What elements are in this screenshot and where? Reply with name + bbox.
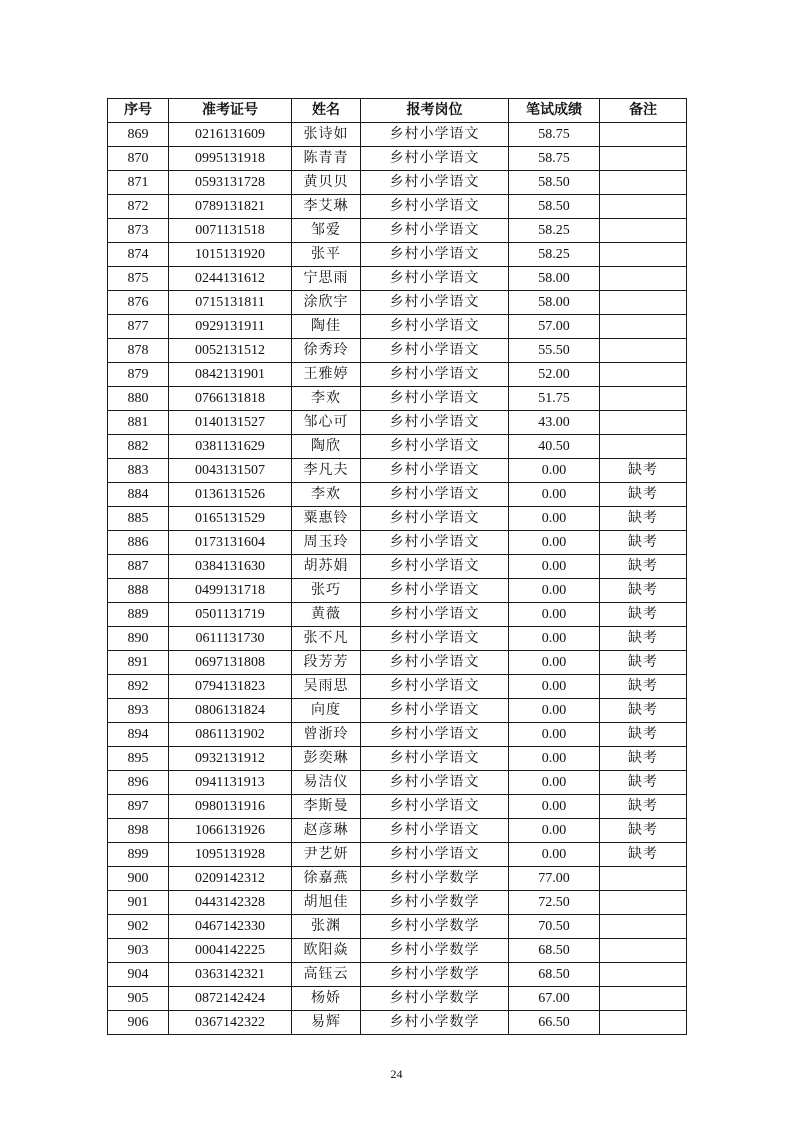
cell-position: 乡村小学语文 bbox=[361, 819, 509, 843]
cell-position: 乡村小学语文 bbox=[361, 147, 509, 171]
cell-name: 向度 bbox=[292, 699, 361, 723]
cell-seq: 906 bbox=[108, 1011, 169, 1035]
cell-position: 乡村小学语文 bbox=[361, 579, 509, 603]
cell-seq: 891 bbox=[108, 651, 169, 675]
cell-position: 乡村小学语文 bbox=[361, 483, 509, 507]
cell-position: 乡村小学语文 bbox=[361, 411, 509, 435]
header-seq: 序号 bbox=[108, 99, 169, 123]
table-row bbox=[108, 579, 687, 603]
table-row bbox=[108, 939, 687, 963]
cell-exam-id: 0244131612 bbox=[169, 267, 292, 291]
cell-score: 0.00 bbox=[509, 555, 600, 579]
cell-position: 乡村小学数学 bbox=[361, 891, 509, 915]
cell-score: 0.00 bbox=[509, 819, 600, 843]
table-row bbox=[108, 531, 687, 555]
cell-exam-id: 0443142328 bbox=[169, 891, 292, 915]
cell-seq: 869 bbox=[108, 123, 169, 147]
cell-seq: 873 bbox=[108, 219, 169, 243]
cell-score: 70.50 bbox=[509, 915, 600, 939]
cell-exam-id: 0697131808 bbox=[169, 651, 292, 675]
cell-seq: 896 bbox=[108, 771, 169, 795]
cell-seq: 874 bbox=[108, 243, 169, 267]
cell-note: 缺考 bbox=[600, 651, 687, 675]
cell-note bbox=[600, 987, 687, 1011]
table-row bbox=[108, 171, 687, 195]
table-row bbox=[108, 123, 687, 147]
cell-note: 缺考 bbox=[600, 747, 687, 771]
cell-position: 乡村小学语文 bbox=[361, 747, 509, 771]
header-score: 笔试成绩 bbox=[509, 99, 600, 123]
table-row bbox=[108, 507, 687, 531]
cell-seq: 900 bbox=[108, 867, 169, 891]
results-table bbox=[107, 98, 687, 1035]
cell-exam-id: 0052131512 bbox=[169, 339, 292, 363]
cell-position: 乡村小学数学 bbox=[361, 867, 509, 891]
cell-score: 68.50 bbox=[509, 963, 600, 987]
table-row bbox=[108, 363, 687, 387]
cell-seq: 886 bbox=[108, 531, 169, 555]
cell-score: 58.75 bbox=[509, 123, 600, 147]
cell-name: 黄薇 bbox=[292, 603, 361, 627]
cell-note bbox=[600, 315, 687, 339]
table-row bbox=[108, 459, 687, 483]
header-name: 姓名 bbox=[292, 99, 361, 123]
cell-score: 0.00 bbox=[509, 843, 600, 867]
cell-score: 0.00 bbox=[509, 483, 600, 507]
cell-position: 乡村小学语文 bbox=[361, 435, 509, 459]
table-row bbox=[108, 1011, 687, 1035]
cell-note: 缺考 bbox=[600, 603, 687, 627]
table-row bbox=[108, 411, 687, 435]
cell-position: 乡村小学语文 bbox=[361, 195, 509, 219]
cell-score: 66.50 bbox=[509, 1011, 600, 1035]
table-body bbox=[108, 123, 687, 1035]
cell-seq: 890 bbox=[108, 627, 169, 651]
cell-name: 易洁仪 bbox=[292, 771, 361, 795]
cell-score: 51.75 bbox=[509, 387, 600, 411]
cell-name: 李艾琳 bbox=[292, 195, 361, 219]
cell-score: 40.50 bbox=[509, 435, 600, 459]
cell-exam-id: 0381131629 bbox=[169, 435, 292, 459]
cell-seq: 897 bbox=[108, 795, 169, 819]
cell-note bbox=[600, 1011, 687, 1035]
cell-exam-id: 0842131901 bbox=[169, 363, 292, 387]
cell-seq: 898 bbox=[108, 819, 169, 843]
cell-name: 徐嘉燕 bbox=[292, 867, 361, 891]
cell-exam-id: 1066131926 bbox=[169, 819, 292, 843]
cell-position: 乡村小学语文 bbox=[361, 531, 509, 555]
table-row bbox=[108, 843, 687, 867]
table-row bbox=[108, 315, 687, 339]
cell-note: 缺考 bbox=[600, 843, 687, 867]
cell-note: 缺考 bbox=[600, 795, 687, 819]
cell-note: 缺考 bbox=[600, 555, 687, 579]
table-row bbox=[108, 891, 687, 915]
cell-position: 乡村小学语文 bbox=[361, 219, 509, 243]
cell-seq: 892 bbox=[108, 675, 169, 699]
table-row bbox=[108, 603, 687, 627]
table-row bbox=[108, 819, 687, 843]
cell-seq: 901 bbox=[108, 891, 169, 915]
cell-exam-id: 0806131824 bbox=[169, 699, 292, 723]
cell-note bbox=[600, 891, 687, 915]
cell-seq: 872 bbox=[108, 195, 169, 219]
cell-position: 乡村小学语文 bbox=[361, 627, 509, 651]
cell-exam-id: 0995131918 bbox=[169, 147, 292, 171]
cell-name: 高钰云 bbox=[292, 963, 361, 987]
table-row bbox=[108, 915, 687, 939]
cell-name: 易辉 bbox=[292, 1011, 361, 1035]
cell-exam-id: 0384131630 bbox=[169, 555, 292, 579]
cell-exam-id: 0173131604 bbox=[169, 531, 292, 555]
cell-seq: 903 bbox=[108, 939, 169, 963]
cell-note: 缺考 bbox=[600, 699, 687, 723]
table-row bbox=[108, 219, 687, 243]
cell-exam-id: 0929131911 bbox=[169, 315, 292, 339]
cell-note: 缺考 bbox=[600, 579, 687, 603]
cell-note bbox=[600, 411, 687, 435]
cell-position: 乡村小学语文 bbox=[361, 339, 509, 363]
cell-note bbox=[600, 387, 687, 411]
cell-exam-id: 0367142322 bbox=[169, 1011, 292, 1035]
cell-position: 乡村小学数学 bbox=[361, 1011, 509, 1035]
cell-position: 乡村小学语文 bbox=[361, 459, 509, 483]
cell-score: 58.00 bbox=[509, 267, 600, 291]
cell-note: 缺考 bbox=[600, 675, 687, 699]
cell-name: 张不凡 bbox=[292, 627, 361, 651]
cell-position: 乡村小学数学 bbox=[361, 915, 509, 939]
cell-score: 0.00 bbox=[509, 723, 600, 747]
cell-exam-id: 0980131916 bbox=[169, 795, 292, 819]
table-row bbox=[108, 195, 687, 219]
cell-name: 杨娇 bbox=[292, 987, 361, 1011]
cell-seq: 881 bbox=[108, 411, 169, 435]
cell-name: 胡苏娟 bbox=[292, 555, 361, 579]
table-row bbox=[108, 675, 687, 699]
cell-exam-id: 0611131730 bbox=[169, 627, 292, 651]
cell-name: 张诗如 bbox=[292, 123, 361, 147]
cell-name: 李欢 bbox=[292, 387, 361, 411]
cell-note bbox=[600, 939, 687, 963]
cell-position: 乡村小学语文 bbox=[361, 243, 509, 267]
cell-score: 57.00 bbox=[509, 315, 600, 339]
cell-exam-id: 0501131719 bbox=[169, 603, 292, 627]
cell-score: 58.25 bbox=[509, 243, 600, 267]
cell-exam-id: 0861131902 bbox=[169, 723, 292, 747]
header-note: 备注 bbox=[600, 99, 687, 123]
table-row bbox=[108, 987, 687, 1011]
cell-exam-id: 1095131928 bbox=[169, 843, 292, 867]
cell-score: 0.00 bbox=[509, 603, 600, 627]
cell-position: 乡村小学数学 bbox=[361, 987, 509, 1011]
table-header-row bbox=[108, 99, 687, 123]
cell-exam-id: 0941131913 bbox=[169, 771, 292, 795]
cell-seq: 902 bbox=[108, 915, 169, 939]
cell-seq: 870 bbox=[108, 147, 169, 171]
cell-score: 72.50 bbox=[509, 891, 600, 915]
cell-name: 张巧 bbox=[292, 579, 361, 603]
table-row bbox=[108, 963, 687, 987]
cell-note bbox=[600, 435, 687, 459]
cell-score: 0.00 bbox=[509, 795, 600, 819]
cell-position: 乡村小学语文 bbox=[361, 123, 509, 147]
table-row bbox=[108, 867, 687, 891]
cell-exam-id: 0789131821 bbox=[169, 195, 292, 219]
cell-score: 0.00 bbox=[509, 651, 600, 675]
cell-score: 0.00 bbox=[509, 459, 600, 483]
cell-note bbox=[600, 963, 687, 987]
cell-exam-id: 0467142330 bbox=[169, 915, 292, 939]
cell-score: 43.00 bbox=[509, 411, 600, 435]
cell-score: 58.50 bbox=[509, 195, 600, 219]
cell-note bbox=[600, 267, 687, 291]
cell-exam-id: 0766131818 bbox=[169, 387, 292, 411]
cell-exam-id: 0363142321 bbox=[169, 963, 292, 987]
cell-position: 乡村小学语文 bbox=[361, 603, 509, 627]
cell-seq: 884 bbox=[108, 483, 169, 507]
cell-exam-id: 0004142225 bbox=[169, 939, 292, 963]
cell-seq: 876 bbox=[108, 291, 169, 315]
cell-name: 粟惠铃 bbox=[292, 507, 361, 531]
cell-name: 邹爱 bbox=[292, 219, 361, 243]
cell-position: 乡村小学语文 bbox=[361, 795, 509, 819]
cell-seq: 894 bbox=[108, 723, 169, 747]
cell-note: 缺考 bbox=[600, 771, 687, 795]
cell-position: 乡村小学语文 bbox=[361, 843, 509, 867]
cell-score: 77.00 bbox=[509, 867, 600, 891]
cell-name: 王雅婷 bbox=[292, 363, 361, 387]
cell-note: 缺考 bbox=[600, 819, 687, 843]
cell-position: 乡村小学语文 bbox=[361, 723, 509, 747]
cell-name: 邹心可 bbox=[292, 411, 361, 435]
cell-position: 乡村小学语文 bbox=[361, 507, 509, 531]
cell-position: 乡村小学语文 bbox=[361, 699, 509, 723]
cell-seq: 889 bbox=[108, 603, 169, 627]
table-row bbox=[108, 771, 687, 795]
cell-exam-id: 0209142312 bbox=[169, 867, 292, 891]
cell-position: 乡村小学语文 bbox=[361, 651, 509, 675]
cell-name: 宁思雨 bbox=[292, 267, 361, 291]
cell-position: 乡村小学语文 bbox=[361, 315, 509, 339]
cell-seq: 871 bbox=[108, 171, 169, 195]
cell-seq: 899 bbox=[108, 843, 169, 867]
cell-exam-id: 0165131529 bbox=[169, 507, 292, 531]
cell-note: 缺考 bbox=[600, 627, 687, 651]
cell-name: 段芳芳 bbox=[292, 651, 361, 675]
cell-exam-id: 0794131823 bbox=[169, 675, 292, 699]
table-row bbox=[108, 723, 687, 747]
cell-score: 0.00 bbox=[509, 627, 600, 651]
cell-note bbox=[600, 339, 687, 363]
cell-exam-id: 0715131811 bbox=[169, 291, 292, 315]
cell-note bbox=[600, 123, 687, 147]
cell-position: 乡村小学数学 bbox=[361, 939, 509, 963]
cell-note bbox=[600, 219, 687, 243]
cell-score: 0.00 bbox=[509, 771, 600, 795]
table-row bbox=[108, 243, 687, 267]
cell-name: 欧阳焱 bbox=[292, 939, 361, 963]
cell-note bbox=[600, 243, 687, 267]
cell-name: 徐秀玲 bbox=[292, 339, 361, 363]
cell-exam-id: 1015131920 bbox=[169, 243, 292, 267]
cell-seq: 895 bbox=[108, 747, 169, 771]
cell-seq: 904 bbox=[108, 963, 169, 987]
cell-exam-id: 0593131728 bbox=[169, 171, 292, 195]
cell-score: 0.00 bbox=[509, 675, 600, 699]
cell-exam-id: 0136131526 bbox=[169, 483, 292, 507]
cell-note bbox=[600, 363, 687, 387]
cell-name: 陶佳 bbox=[292, 315, 361, 339]
cell-name: 黄贝贝 bbox=[292, 171, 361, 195]
cell-position: 乡村小学语文 bbox=[361, 171, 509, 195]
cell-position: 乡村小学语文 bbox=[361, 291, 509, 315]
cell-position: 乡村小学数学 bbox=[361, 963, 509, 987]
cell-seq: 882 bbox=[108, 435, 169, 459]
cell-score: 0.00 bbox=[509, 699, 600, 723]
cell-note: 缺考 bbox=[600, 483, 687, 507]
cell-name: 李斯曼 bbox=[292, 795, 361, 819]
table-row bbox=[108, 291, 687, 315]
cell-name: 陈青青 bbox=[292, 147, 361, 171]
cell-seq: 877 bbox=[108, 315, 169, 339]
cell-note bbox=[600, 867, 687, 891]
cell-position: 乡村小学语文 bbox=[361, 267, 509, 291]
cell-name: 陶欣 bbox=[292, 435, 361, 459]
cell-position: 乡村小学语文 bbox=[361, 555, 509, 579]
cell-score: 68.50 bbox=[509, 939, 600, 963]
cell-name: 李欢 bbox=[292, 483, 361, 507]
cell-score: 0.00 bbox=[509, 747, 600, 771]
table-row bbox=[108, 651, 687, 675]
cell-note: 缺考 bbox=[600, 531, 687, 555]
cell-score: 0.00 bbox=[509, 507, 600, 531]
cell-name: 胡旭佳 bbox=[292, 891, 361, 915]
cell-position: 乡村小学语文 bbox=[361, 675, 509, 699]
cell-score: 55.50 bbox=[509, 339, 600, 363]
cell-seq: 885 bbox=[108, 507, 169, 531]
cell-seq: 883 bbox=[108, 459, 169, 483]
cell-seq: 887 bbox=[108, 555, 169, 579]
cell-exam-id: 0932131912 bbox=[169, 747, 292, 771]
cell-score: 58.50 bbox=[509, 171, 600, 195]
header-position: 报考岗位 bbox=[361, 99, 509, 123]
cell-name: 尹艺妍 bbox=[292, 843, 361, 867]
cell-name: 彭奕琳 bbox=[292, 747, 361, 771]
cell-name: 李凡夫 bbox=[292, 459, 361, 483]
table-row bbox=[108, 555, 687, 579]
cell-score: 0.00 bbox=[509, 531, 600, 555]
cell-note bbox=[600, 291, 687, 315]
cell-score: 67.00 bbox=[509, 987, 600, 1011]
cell-score: 58.00 bbox=[509, 291, 600, 315]
table-row bbox=[108, 483, 687, 507]
cell-name: 涂欣宇 bbox=[292, 291, 361, 315]
cell-score: 58.25 bbox=[509, 219, 600, 243]
cell-seq: 880 bbox=[108, 387, 169, 411]
table-row bbox=[108, 339, 687, 363]
cell-exam-id: 0140131527 bbox=[169, 411, 292, 435]
header-exam-id: 准考证号 bbox=[169, 99, 292, 123]
cell-name: 曾浙玲 bbox=[292, 723, 361, 747]
cell-name: 张渊 bbox=[292, 915, 361, 939]
cell-position: 乡村小学语文 bbox=[361, 363, 509, 387]
cell-note bbox=[600, 915, 687, 939]
cell-note bbox=[600, 195, 687, 219]
cell-note: 缺考 bbox=[600, 723, 687, 747]
cell-note bbox=[600, 171, 687, 195]
cell-seq: 879 bbox=[108, 363, 169, 387]
cell-note: 缺考 bbox=[600, 507, 687, 531]
cell-name: 张平 bbox=[292, 243, 361, 267]
table-row bbox=[108, 435, 687, 459]
cell-exam-id: 0499131718 bbox=[169, 579, 292, 603]
cell-note: 缺考 bbox=[600, 459, 687, 483]
cell-note bbox=[600, 147, 687, 171]
table-row bbox=[108, 795, 687, 819]
cell-score: 52.00 bbox=[509, 363, 600, 387]
cell-score: 58.75 bbox=[509, 147, 600, 171]
cell-position: 乡村小学语文 bbox=[361, 771, 509, 795]
cell-exam-id: 0216131609 bbox=[169, 123, 292, 147]
table-row bbox=[108, 267, 687, 291]
page-number: 24 bbox=[390, 1067, 403, 1081]
cell-name: 吴雨思 bbox=[292, 675, 361, 699]
table-row bbox=[108, 747, 687, 771]
cell-name: 赵彦琳 bbox=[292, 819, 361, 843]
table-row bbox=[108, 387, 687, 411]
cell-exam-id: 0071131518 bbox=[169, 219, 292, 243]
cell-seq: 875 bbox=[108, 267, 169, 291]
cell-exam-id: 0872142424 bbox=[169, 987, 292, 1011]
cell-seq: 878 bbox=[108, 339, 169, 363]
cell-seq: 905 bbox=[108, 987, 169, 1011]
cell-score: 0.00 bbox=[509, 579, 600, 603]
cell-seq: 893 bbox=[108, 699, 169, 723]
cell-name: 周玉玲 bbox=[292, 531, 361, 555]
table-row bbox=[108, 147, 687, 171]
cell-seq: 888 bbox=[108, 579, 169, 603]
table-row bbox=[108, 699, 687, 723]
cell-exam-id: 0043131507 bbox=[169, 459, 292, 483]
table-row bbox=[108, 627, 687, 651]
cell-position: 乡村小学语文 bbox=[361, 387, 509, 411]
